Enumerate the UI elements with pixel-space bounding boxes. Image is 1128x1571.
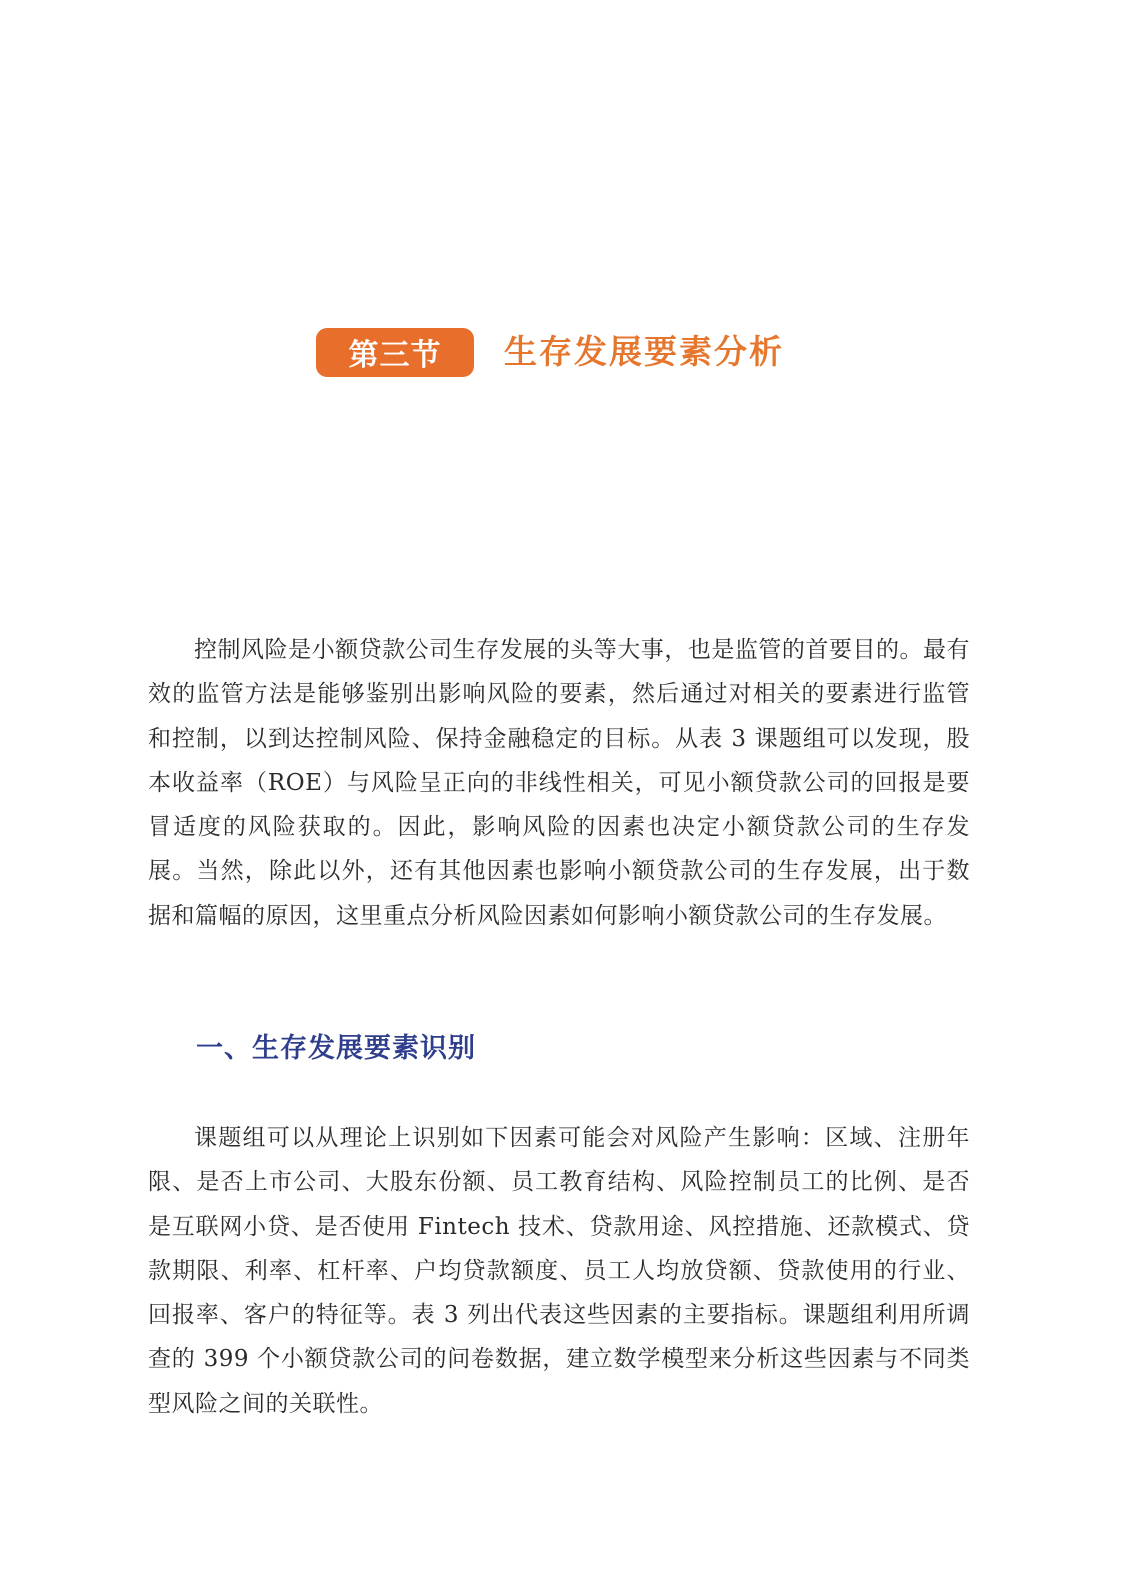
section-header [316,327,784,377]
subheading-factor-identification: 一、生存发展要素识别 [196,1033,476,1064]
section-number-badge: 第三节 [316,328,474,377]
body-paragraph-intro: 控制风险是小额贷款公司生存发展的头等大事，也是监管的首要目的。最有效的监管方法是能够鉴别出影响风险的要素，然后通过对相关的要素进行监管和控制，以到达控制风险、保持金融稳定的目标。从表 3 课题组可以发现，股本收益率（ROE）与风险呈正向的非线性相关，可见小额贷款公司的回报是要冒适度的风险获取的。因此，影响风险的因素也决定小额贷款公司的生存发展。当然，除此以外，还有其他因素也影响小额贷款公司的生存发展，出于数据和篇幅的原因，这里重点分析风险因素如何影响小额贷款公司的生存发展。 [148,637,970,929]
body-paragraph-factors: 课题组可以从理论上识别如下因素可能会对风险产生影响：区域、注册年限、是否上市公司、大股东份额、员工教育结构、风险控制员工的比例、是否是互联网小贷、是否使用 Fintech 技术、贷款用途、风控措施、还款模式、贷款期限、利率、杠杆率、户均贷款额度、员工人均放贷额、贷款使用的行业、回报率、客户的特征等。表 3 列出代表这些因素的主要指标。课题组利用所调查的 399 个小额贷款公司的问卷数据，建立数学模型来分析这些因素与不同类型风险之间的关联性。 [148,1125,970,1417]
section-title: 生存发展要素分析 [504,332,784,371]
